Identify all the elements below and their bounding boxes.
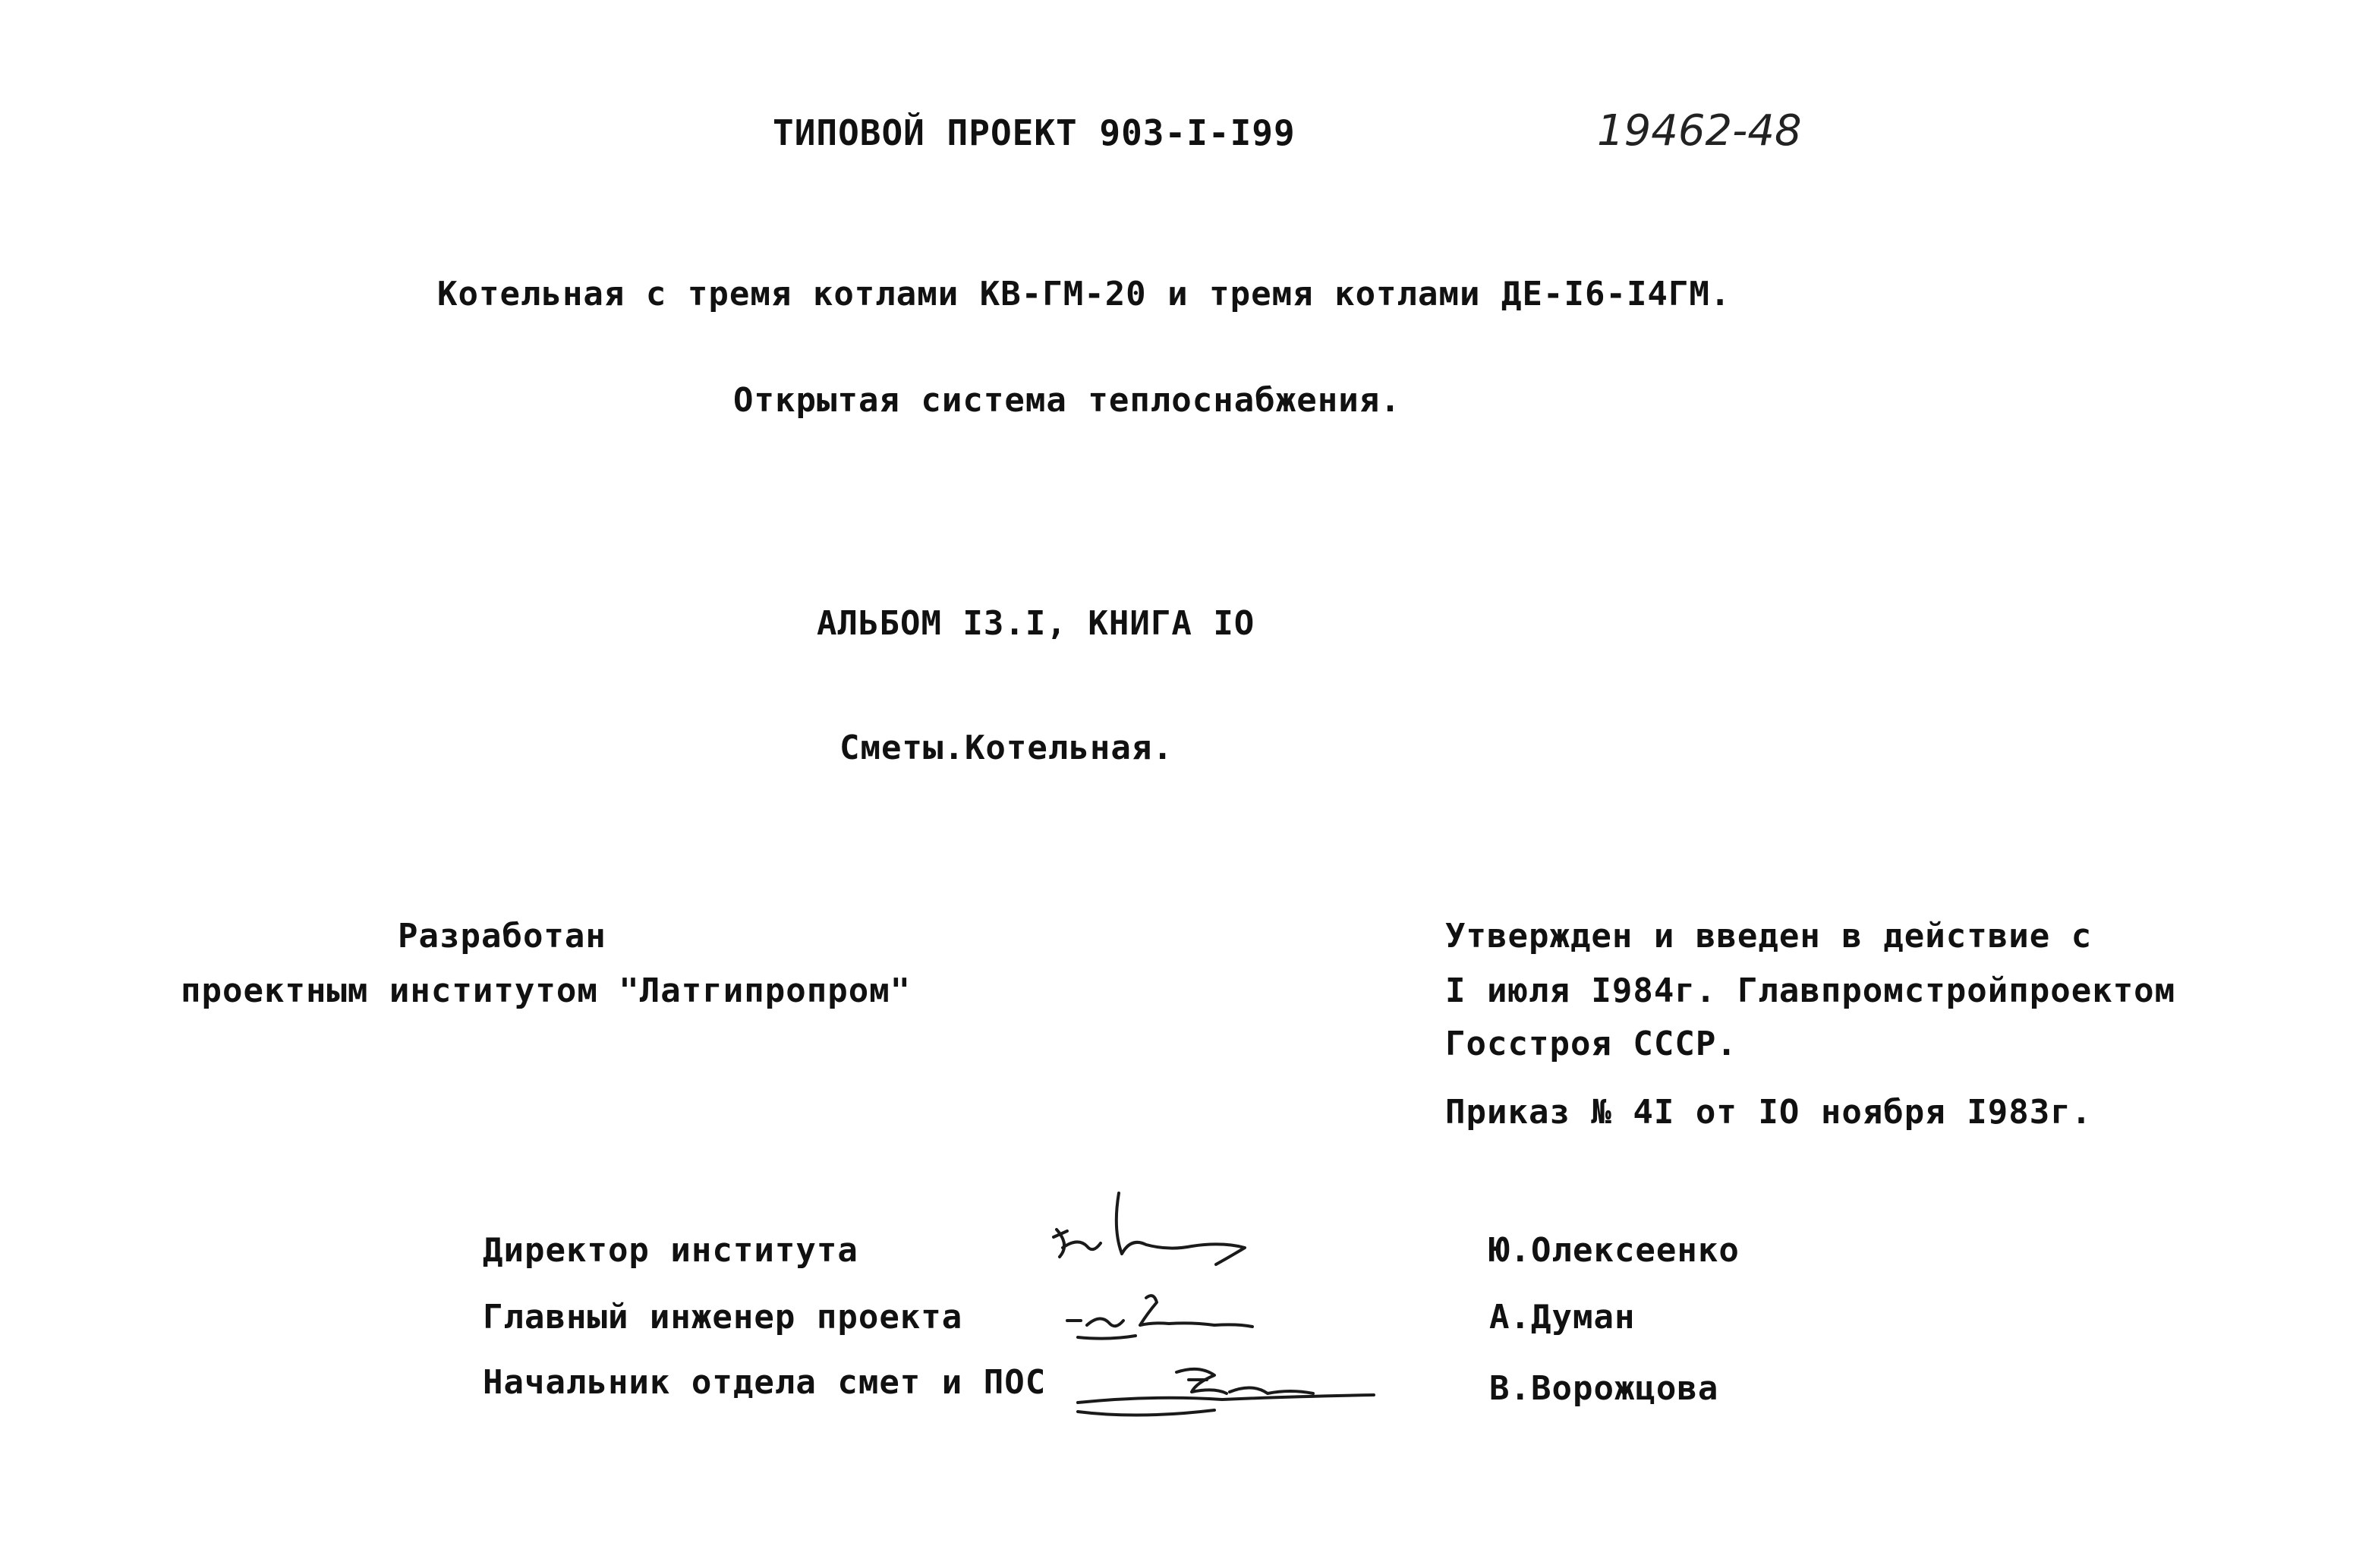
approval-line-1: Утвержден и введен в действие с bbox=[1445, 917, 2093, 956]
signatory-position-director: Директор института bbox=[483, 1231, 858, 1270]
signature-director bbox=[1040, 1184, 1283, 1283]
signatory-name-chief-engineer: А.Думан bbox=[1489, 1298, 1636, 1337]
signature-estimates-head bbox=[1063, 1349, 1381, 1433]
album-title: АЛЬБОМ I3.I, КНИГА IO bbox=[817, 604, 1255, 643]
signatory-position-estimates-head: Начальник отдела смет и ПОС bbox=[483, 1363, 1047, 1402]
handwritten-archive-number: 19462-48 bbox=[1597, 106, 1802, 156]
signatory-position-chief-engineer: Главный инженер проекта bbox=[483, 1298, 963, 1337]
approval-line-2: I июля I984г. Главпромстройпроектом bbox=[1445, 971, 2176, 1010]
signatory-name-director: Ю.Олексеенко bbox=[1489, 1231, 1740, 1270]
subject-line-1: Котельная с тремя котлами КВ-ГМ-20 и тремя котлами ДЕ-I6-I4ГМ. bbox=[437, 275, 1731, 313]
developer-line-2: проектным институтом "Латгипропром" bbox=[181, 971, 912, 1010]
subject-line-2: Открытая система теплоснабжения. bbox=[733, 381, 1401, 420]
album-subtitle: Сметы.Котельная. bbox=[839, 729, 1173, 767]
signatory-name-estimates-head: В.Ворожцова bbox=[1489, 1369, 1719, 1408]
signature-chief-engineer bbox=[1063, 1283, 1290, 1351]
project-title: ТИПОВОЙ ПРОЕКТ 903-I-I99 bbox=[773, 112, 1296, 153]
approval-line-3: Госстроя СССР. bbox=[1445, 1025, 1737, 1063]
approval-order: Приказ № 4I от IO ноября I983г. bbox=[1445, 1093, 2093, 1132]
developer-line-1: Разработан bbox=[398, 917, 606, 956]
